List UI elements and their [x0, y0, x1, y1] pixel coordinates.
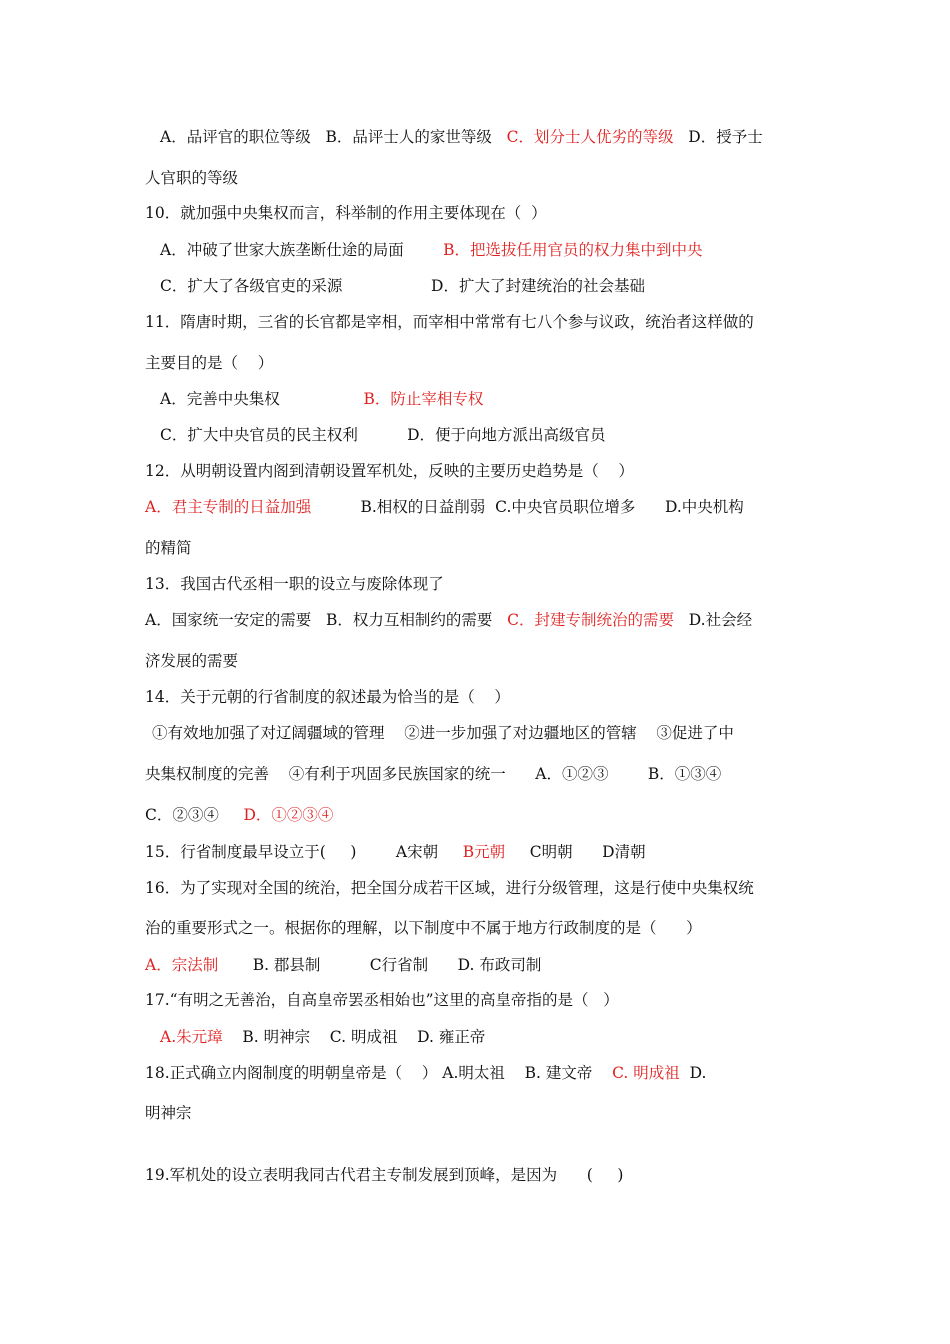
- answer-highlight: C．划分士人优劣的等级: [506, 128, 674, 146]
- line-1: [160, 127, 763, 147]
- line-text: 人官职的等级: [145, 169, 239, 187]
- line-text: 17.“有明之无善治，自高皇帝罢丞相始也”这里的高皇帝指的是（ ）: [145, 991, 619, 1009]
- line-18: [145, 764, 721, 784]
- line-21: [145, 878, 754, 898]
- line-text: 12．从明朝设置内阁到清朝设置军机处，反映的主要历史趋势是（ ）: [145, 462, 634, 480]
- line-text: A．冲破了世家大族垄断仕途的局面: [160, 241, 444, 259]
- line-text: ①有效地加强了对辽阔疆域的管理 ②进一步加强了对边疆地区的管辖 ③促进了中: [152, 724, 734, 742]
- answer-highlight: A．宗法制: [145, 956, 219, 974]
- line-text: 15．行省制度最早设立于( ) A宋朝: [145, 843, 463, 861]
- line-text: B. 明神宗 C. 明成祖 D. 雍正帝: [222, 1028, 486, 1046]
- line-text: A．完善中央集权: [160, 390, 364, 408]
- line-text: C．扩大了各级官吏的采源 D．扩大了封建统治的社会基础: [160, 277, 645, 295]
- line-23: [145, 955, 541, 975]
- line-11: [145, 497, 744, 517]
- line-2: [145, 168, 238, 188]
- answer-highlight: A.朱元璋: [160, 1028, 223, 1046]
- line-16: [145, 687, 510, 707]
- line-text: 16．为了实现对全国的统治，把全国分成若干区域，进行分级管理，这是行使中央集权统: [145, 879, 754, 897]
- line-text: B. 郡县制 C行省制 D. 布政司制: [218, 956, 542, 974]
- line-22: [145, 918, 702, 938]
- line-12: [145, 538, 192, 558]
- line-14: [145, 610, 752, 630]
- line-20: [145, 842, 646, 862]
- line-text: 19.军机处的设立表明我同古代君主专制发展到顶峰，是因为 ( ): [145, 1166, 624, 1184]
- line-text: 11．隋唐时期，三省的长官都是宰相，而宰相中常常有七八个参与议政，统治者这样做的: [145, 313, 754, 331]
- line-text: C．②③④: [145, 806, 244, 824]
- line-4: [160, 240, 703, 260]
- line-7: [145, 353, 273, 373]
- line-19: [145, 805, 333, 825]
- line-17: [152, 723, 734, 743]
- line-text: C．扩大中央官员的民主权利 D．便于向地方派出高级官员: [160, 426, 606, 444]
- answer-highlight: B．把选拔任用官员的权力集中到中央: [443, 241, 703, 259]
- line-text: 13．我国古代丞相一职的设立与废除体现了: [145, 575, 444, 593]
- line-28: [145, 1165, 623, 1185]
- line-3: [145, 203, 547, 223]
- answer-highlight: B．防止宰相专权: [363, 390, 484, 408]
- line-text: B.相权的日益削弱 C.中央官员职位增多 D.中央机构: [311, 498, 744, 516]
- line-10: [145, 461, 634, 481]
- line-24: [145, 990, 619, 1010]
- line-9: [160, 425, 606, 445]
- line-25: [160, 1027, 485, 1047]
- line-text: 18.正式确立内阁制度的明朝皇帝是（ ） A.明太祖 B. 建文帝: [145, 1064, 613, 1082]
- line-text: A．品评官的职位等级 B．品评士人的家世等级: [160, 128, 507, 146]
- answer-highlight: D．①②③④: [243, 806, 334, 824]
- answer-highlight: B元朝: [462, 843, 506, 861]
- line-27: [145, 1103, 192, 1123]
- line-text: 央集权制度的完善 ④有利于巩固多民族国家的统一 A．①②③ B．①③④: [145, 765, 722, 783]
- line-text: A．国家统一安定的需要 B．权力互相制约的需要: [145, 611, 508, 629]
- line-8: [160, 389, 483, 409]
- answer-highlight: C. 明成祖: [612, 1064, 680, 1082]
- line-text: 济发展的需要: [145, 652, 239, 670]
- line-5: [160, 276, 645, 296]
- line-6: [145, 312, 754, 332]
- line-text: 治的重要形式之一。根据你的理解，以下制度中不属于地方行政制度的是（ ）: [145, 919, 702, 937]
- line-text: D.社会经: [674, 611, 753, 629]
- line-13: [145, 574, 444, 594]
- line-text: D．授予士: [673, 128, 763, 146]
- line-text: 的精简: [145, 539, 192, 557]
- answer-highlight: A．君主专制的日益加强: [145, 498, 312, 516]
- line-26: [145, 1063, 706, 1083]
- answer-highlight: C．封建专制统治的需要: [507, 611, 675, 629]
- line-15: [145, 651, 238, 671]
- line-text: 主要目的是（ ）: [145, 354, 274, 372]
- line-text: C明朝 D清朝: [505, 843, 646, 861]
- line-text: 14．关于元朝的行省制度的叙述最为恰当的是（ ）: [145, 688, 510, 706]
- line-text: D.: [679, 1064, 707, 1082]
- line-text: 10．就加强中央集权而言，科举制的作用主要体现在（ ）: [145, 204, 547, 222]
- line-text: 明神宗: [145, 1104, 192, 1122]
